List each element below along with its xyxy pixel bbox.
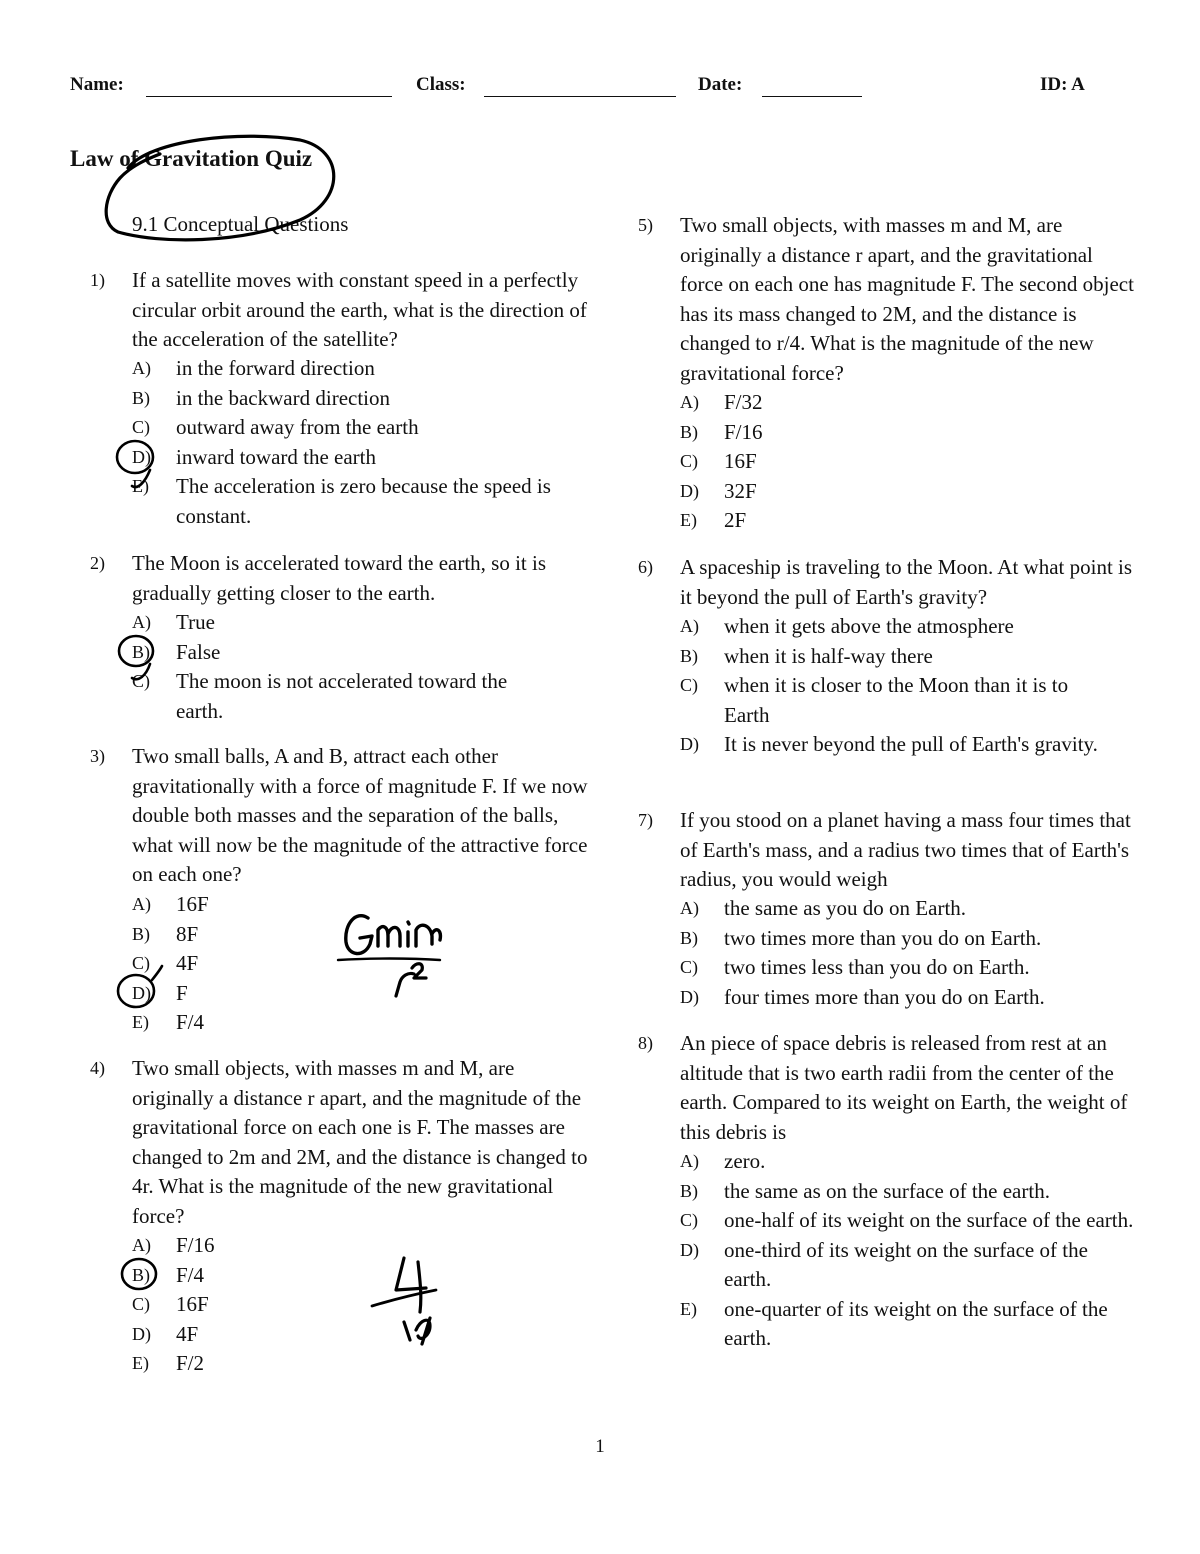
option-text: The moon is not accelerated toward the earth. bbox=[176, 669, 508, 723]
option-d[interactable] bbox=[132, 1320, 332, 1350]
option-letter: C) bbox=[680, 451, 698, 471]
option-text: one-third of its weight on the surface of the earth. bbox=[724, 1237, 1088, 1291]
options bbox=[680, 894, 1135, 1012]
option-b[interactable] bbox=[680, 924, 1135, 954]
option-text: F/32 bbox=[724, 390, 763, 414]
option-letter: D) bbox=[132, 446, 151, 467]
option-letter: E) bbox=[132, 1012, 149, 1032]
option-a[interactable] bbox=[680, 1147, 1138, 1177]
class-label: Class: bbox=[416, 74, 466, 95]
option-text: zero. bbox=[724, 1149, 766, 1173]
option-text: 4F bbox=[176, 951, 199, 975]
option-a[interactable] bbox=[132, 608, 552, 638]
options bbox=[132, 608, 552, 726]
page-number: 1 bbox=[595, 1436, 605, 1457]
option-text: when it is half-way there bbox=[724, 643, 933, 668]
name-field[interactable] bbox=[146, 96, 392, 97]
option-text: in the backward direction bbox=[176, 385, 390, 410]
handwriting-r-squared bbox=[396, 964, 426, 996]
option-d[interactable] bbox=[132, 443, 594, 473]
section-label: 9.1 Conceptual Questions bbox=[132, 212, 349, 236]
question-stem: If you stood on a planet having a mass four times that of Earth's mass, and a radius two times that of Earth's radius, you would weigh bbox=[680, 808, 1131, 891]
option-letter: A) bbox=[680, 616, 699, 636]
option-text: 32F bbox=[724, 478, 757, 503]
question-stem: Two small balls, A and B, attract each other gravitationally with a force of magnitude F. If we now double both masses and the separation of the balls, what will now be the magnitude of the attractive force on each one? bbox=[132, 744, 588, 886]
option-text: F/16 bbox=[176, 1233, 215, 1257]
option-text: The acceleration is zero because the speed is constant. bbox=[176, 474, 551, 528]
option-d[interactable] bbox=[680, 1236, 1138, 1295]
option-text: when it is closer to the Moon than it is to Earth bbox=[724, 673, 1069, 727]
option-text: in the forward direction bbox=[176, 356, 375, 380]
option-letter: A) bbox=[132, 894, 151, 914]
question-stem: A spaceship is traveling to the Moon. At what point is it beyond the pull of Earth's gravity? bbox=[680, 555, 1133, 609]
option-letter: D) bbox=[680, 734, 699, 754]
question-stem: Two small objects, with masses m and M, are originally a distance r apart, and the magnitude of the gravitational force on each one is F. The masses are changed to 2m and 2M, and the distance is changed to 4r. What is the magnitude of the new gravitational force? bbox=[132, 1056, 588, 1228]
options bbox=[132, 354, 594, 531]
option-b[interactable] bbox=[680, 1177, 1138, 1207]
option-text: 16F bbox=[176, 1292, 209, 1316]
handwriting-slash bbox=[372, 1290, 436, 1306]
question-number: 7) bbox=[638, 810, 653, 830]
option-letter: A) bbox=[680, 1151, 699, 1171]
option-letter: D) bbox=[132, 1323, 151, 1344]
option-text: F/2 bbox=[176, 1351, 205, 1375]
handwriting-gmm bbox=[346, 916, 441, 954]
option-letter: D) bbox=[680, 986, 699, 1007]
option-a[interactable] bbox=[680, 388, 880, 418]
option-text: F/4 bbox=[176, 1010, 205, 1034]
option-b[interactable] bbox=[132, 1261, 332, 1291]
option-letter: B) bbox=[680, 645, 698, 666]
option-letter: A) bbox=[132, 1235, 151, 1255]
option-letter: B) bbox=[132, 641, 150, 662]
date-field[interactable] bbox=[762, 96, 862, 97]
question-stem: The Moon is accelerated toward the earth, so it is gradually getting closer to the earth. bbox=[132, 551, 547, 605]
question-number: 3) bbox=[90, 746, 105, 766]
option-e[interactable] bbox=[132, 1008, 332, 1038]
option-text: one-quarter of its weight on the surface of the earth. bbox=[724, 1296, 1108, 1350]
option-letter: B) bbox=[132, 1264, 150, 1285]
option-e[interactable] bbox=[132, 472, 594, 531]
options bbox=[132, 890, 332, 1038]
option-c[interactable] bbox=[132, 667, 552, 726]
option-text: F/4 bbox=[176, 1262, 205, 1287]
question-stem: If a satellite moves with constant speed in a perfectly circular orbit around the earth, what is the direction of the acceleration of the satellite? bbox=[132, 268, 587, 351]
option-text: False bbox=[176, 639, 221, 664]
option-text: 8F bbox=[176, 921, 199, 946]
option-text: two times less than you do on Earth. bbox=[724, 955, 1030, 979]
option-text: when it gets above the atmosphere bbox=[724, 614, 1014, 638]
option-letter: A) bbox=[680, 898, 699, 918]
option-text: F bbox=[176, 980, 188, 1005]
option-c[interactable] bbox=[680, 671, 1100, 730]
option-letter: A) bbox=[132, 358, 151, 378]
option-letter: B) bbox=[680, 1180, 698, 1201]
option-letter: C) bbox=[680, 1210, 698, 1230]
id-label: ID: A bbox=[1040, 74, 1085, 95]
option-c[interactable] bbox=[132, 1290, 332, 1320]
class-field[interactable] bbox=[484, 96, 676, 97]
option-c[interactable] bbox=[132, 413, 594, 443]
option-letter: D) bbox=[132, 982, 151, 1003]
question-number: 5) bbox=[638, 215, 653, 235]
option-text: It is never beyond the pull of Earth's gravity. bbox=[724, 732, 1098, 756]
option-b[interactable] bbox=[132, 920, 332, 950]
question-number: 6) bbox=[638, 557, 653, 577]
option-a[interactable] bbox=[132, 890, 332, 920]
option-letter: E) bbox=[132, 476, 149, 496]
option-letter: C) bbox=[132, 417, 150, 437]
option-d[interactable] bbox=[132, 979, 332, 1009]
option-e[interactable] bbox=[680, 1295, 1138, 1354]
option-text: the same as on the surface of the earth. bbox=[724, 1178, 1050, 1203]
option-a[interactable] bbox=[680, 612, 1100, 642]
options bbox=[680, 388, 880, 536]
option-text: F/16 bbox=[724, 419, 763, 444]
option-letter: D) bbox=[680, 480, 699, 501]
question-number: 8) bbox=[638, 1033, 653, 1053]
option-b[interactable] bbox=[132, 384, 594, 414]
option-c[interactable] bbox=[680, 1206, 1138, 1236]
option-a[interactable] bbox=[132, 354, 594, 384]
option-e[interactable] bbox=[680, 506, 880, 536]
option-c[interactable] bbox=[680, 447, 880, 477]
option-letter: B) bbox=[132, 923, 150, 944]
option-text: outward away from the earth bbox=[176, 415, 419, 439]
question-number: 4) bbox=[90, 1058, 105, 1078]
option-letter: B) bbox=[132, 387, 150, 408]
options bbox=[680, 1147, 1138, 1354]
name-label: Name: bbox=[70, 74, 124, 95]
option-b[interactable] bbox=[680, 418, 880, 448]
option-letter: C) bbox=[132, 1294, 150, 1314]
option-letter: A) bbox=[132, 612, 151, 632]
option-text: inward toward the earth bbox=[176, 444, 377, 469]
option-b[interactable] bbox=[680, 642, 1100, 672]
option-letter: B) bbox=[680, 421, 698, 442]
option-text: 16F bbox=[724, 449, 757, 473]
option-letter: E) bbox=[680, 1298, 697, 1319]
option-letter: E) bbox=[132, 1353, 149, 1373]
options bbox=[132, 1231, 332, 1379]
question-number: 2) bbox=[90, 553, 105, 573]
question-stem: Two small objects, with masses m and M, are originally a distance r apart, and the gravitational force on each one has magnitude F. The second object has its mass changed to 2M, and the distance is changed to r/4. What is the magnitude of the new gravitational force? bbox=[680, 213, 1134, 385]
option-letter: C) bbox=[132, 953, 150, 973]
question-number: 1) bbox=[90, 270, 105, 290]
header bbox=[0, 74, 1200, 104]
page-title: Law of Gravitation Quiz bbox=[70, 146, 313, 171]
handwriting-fraction-line bbox=[338, 959, 440, 961]
option-letter: D) bbox=[680, 1239, 699, 1260]
option-b[interactable] bbox=[132, 638, 552, 668]
option-text: four times more than you do on Earth. bbox=[724, 984, 1045, 1009]
options bbox=[680, 612, 1100, 760]
option-text: one-half of its weight on the surface of the earth. bbox=[724, 1208, 1134, 1232]
option-letter: C) bbox=[680, 675, 698, 695]
option-text: True bbox=[176, 610, 215, 634]
date-label: Date: bbox=[698, 74, 743, 95]
option-d[interactable] bbox=[680, 730, 1100, 760]
option-text: 4F bbox=[176, 1321, 199, 1346]
option-letter: E) bbox=[680, 510, 697, 530]
option-text: two times more than you do on Earth. bbox=[724, 925, 1042, 950]
question-stem: An piece of space debris is released from rest at an altitude that is two earth radii from the center of the earth. Compared to its weight on Earth, the weight of this debris is bbox=[680, 1031, 1128, 1144]
option-letter: A) bbox=[680, 392, 699, 412]
option-a[interactable] bbox=[680, 894, 1135, 924]
option-letter: B) bbox=[680, 927, 698, 948]
option-c[interactable] bbox=[132, 949, 332, 979]
option-text: 16F bbox=[176, 892, 209, 916]
option-c[interactable] bbox=[680, 953, 1135, 983]
option-letter: C) bbox=[132, 671, 150, 691]
option-text: the same as you do on Earth. bbox=[724, 896, 967, 920]
option-text: 2F bbox=[724, 508, 747, 532]
option-letter: C) bbox=[680, 957, 698, 977]
option-e[interactable] bbox=[132, 1349, 332, 1379]
option-d[interactable] bbox=[680, 983, 1135, 1013]
option-a[interactable] bbox=[132, 1231, 332, 1261]
handwriting-16 bbox=[404, 1318, 430, 1344]
option-d[interactable] bbox=[680, 477, 880, 507]
handwriting-number-4 bbox=[396, 1258, 426, 1312]
